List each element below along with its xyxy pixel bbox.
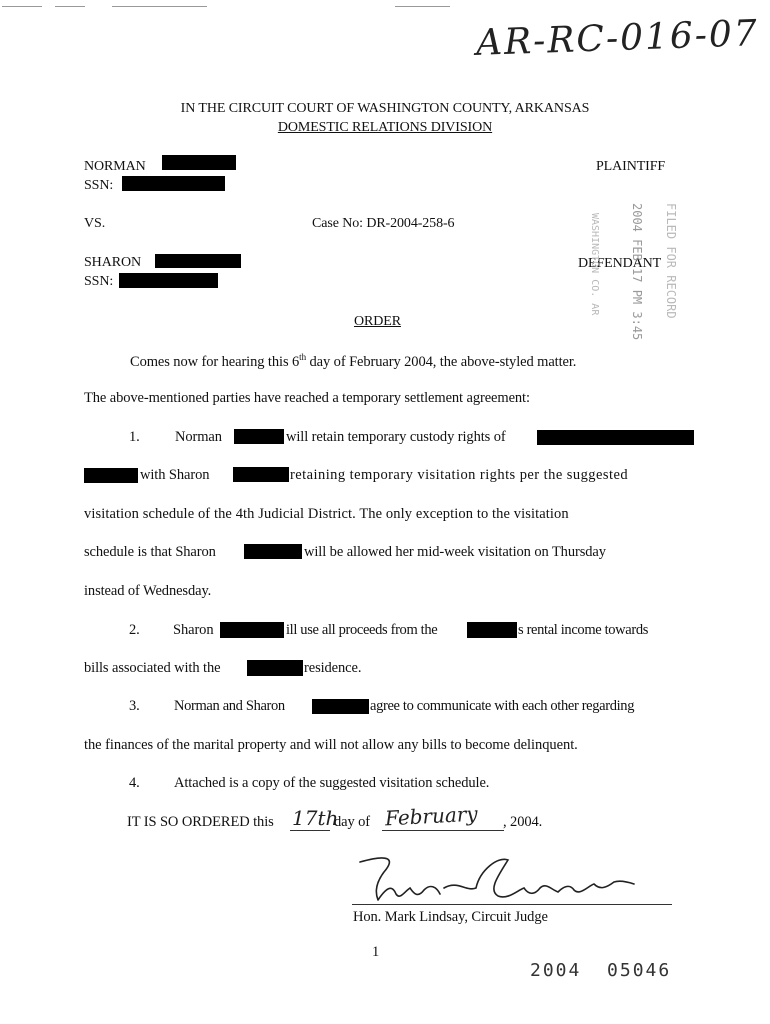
filing-stamp-line: 2004 FEB 17 PM 3:45: [630, 203, 644, 341]
item3-line1-a: Norman and Sharon: [174, 698, 285, 714]
redaction: [312, 699, 369, 714]
item3-number: 3.: [129, 698, 140, 714]
item1-line3: visitation schedule of the 4th Judicial District. The only exception to the visitation: [84, 506, 569, 522]
intro-paragraph: [130, 352, 576, 371]
scan-artifact: [2, 6, 42, 7]
item1-line1-a: Norman: [175, 429, 222, 445]
item1-line4-a: schedule is that Sharon: [84, 544, 216, 560]
item2-line1-b: ill use all proceeds from the: [286, 622, 438, 638]
versus-label: VS.: [84, 216, 106, 231]
redaction: [84, 468, 138, 483]
item2-number: 2.: [129, 622, 140, 638]
case-number: Case No: DR-2004-258-6: [312, 216, 455, 231]
plaintiff-name: NORMAN: [84, 159, 146, 174]
item4-text: Attached is a copy of the suggested visitation schedule.: [174, 775, 490, 791]
handwritten-day: 17th: [292, 806, 339, 830]
handwritten-month: February: [384, 801, 479, 831]
item1-line2-b: retaining temporary visitation rights per the suggested: [290, 467, 629, 483]
so-ordered-year: , 2004.: [503, 814, 543, 830]
redaction: [233, 467, 289, 482]
item1-line1-b: will retain temporary custody rights of: [286, 429, 506, 445]
redaction-plaintiff-surname: [162, 155, 236, 170]
court-division: DOMESTIC RELATIONS DIVISION: [277, 120, 493, 135]
plaintiff-ssn-label: SSN:: [84, 178, 114, 193]
order-heading: ORDER: [354, 314, 401, 329]
redaction-defendant-ssn: [119, 273, 218, 288]
signature-line: [352, 904, 672, 905]
intro-superscript: th: [299, 352, 306, 362]
defendant-name: SHARON: [84, 255, 141, 270]
month-blank-line: [382, 830, 504, 831]
intro-text-start: Comes now for hearing this 6: [130, 353, 300, 370]
item3-line2: the finances of the marital property and will not allow any bills to become delinquent.: [84, 737, 578, 753]
plaintiff-role: PLAINTIFF: [596, 159, 666, 174]
judge-name-line: Hon. Mark Lindsay, Circuit Judge: [353, 909, 548, 925]
filing-stamp-line: FILED FOR RECORD: [664, 203, 678, 319]
redaction: [537, 430, 694, 445]
agreement-line: The above-mentioned parties have reached a temporary settlement agreement:: [84, 390, 530, 406]
redaction: [234, 429, 284, 444]
item4-number: 4.: [129, 775, 140, 791]
intro-text-end: day of February 2004, the above-styled matter.: [305, 353, 577, 370]
redaction: [247, 660, 303, 676]
item1-line4-b: will be allowed her mid-week visitation on Thursday: [304, 544, 606, 560]
redaction-defendant-surname: [155, 254, 241, 268]
filing-stamp-line: WASHINGTON CO. AR: [589, 213, 600, 316]
document-number: 2004 05046: [530, 960, 672, 981]
item3-line1-b: agree to communicate with each other regarding: [370, 698, 635, 714]
item1-line2-a: with Sharon: [140, 467, 210, 483]
redaction-plaintiff-ssn: [122, 176, 225, 191]
scan-artifact: [112, 6, 207, 7]
handwritten-case-label: AR-RC-016-07: [475, 13, 760, 64]
so-ordered-mid: day of: [334, 814, 371, 830]
court-title: IN THE CIRCUIT COURT OF WASHINGTON COUNTY, ARKANSAS: [180, 101, 590, 116]
scan-artifact: [55, 6, 85, 7]
item1-line5: instead of Wednesday.: [84, 583, 212, 599]
so-ordered-pre: IT IS SO ORDERED this: [127, 814, 274, 830]
scan-artifact: [395, 6, 450, 7]
item1-number: 1.: [129, 429, 140, 445]
redaction: [467, 622, 517, 638]
item2-line2-a: bills associated with the: [84, 660, 221, 676]
item2-line2-b: residence.: [304, 660, 362, 676]
defendant-role: DEFENDANT: [578, 256, 662, 271]
page-number: 1: [372, 944, 380, 960]
redaction: [220, 622, 284, 638]
item2-line1-a: Sharon: [173, 622, 214, 638]
item2-line1-c: s rental income towards: [518, 622, 649, 638]
day-blank-line: [290, 830, 330, 831]
redaction: [244, 544, 302, 559]
defendant-ssn-label: SSN:: [84, 274, 114, 289]
